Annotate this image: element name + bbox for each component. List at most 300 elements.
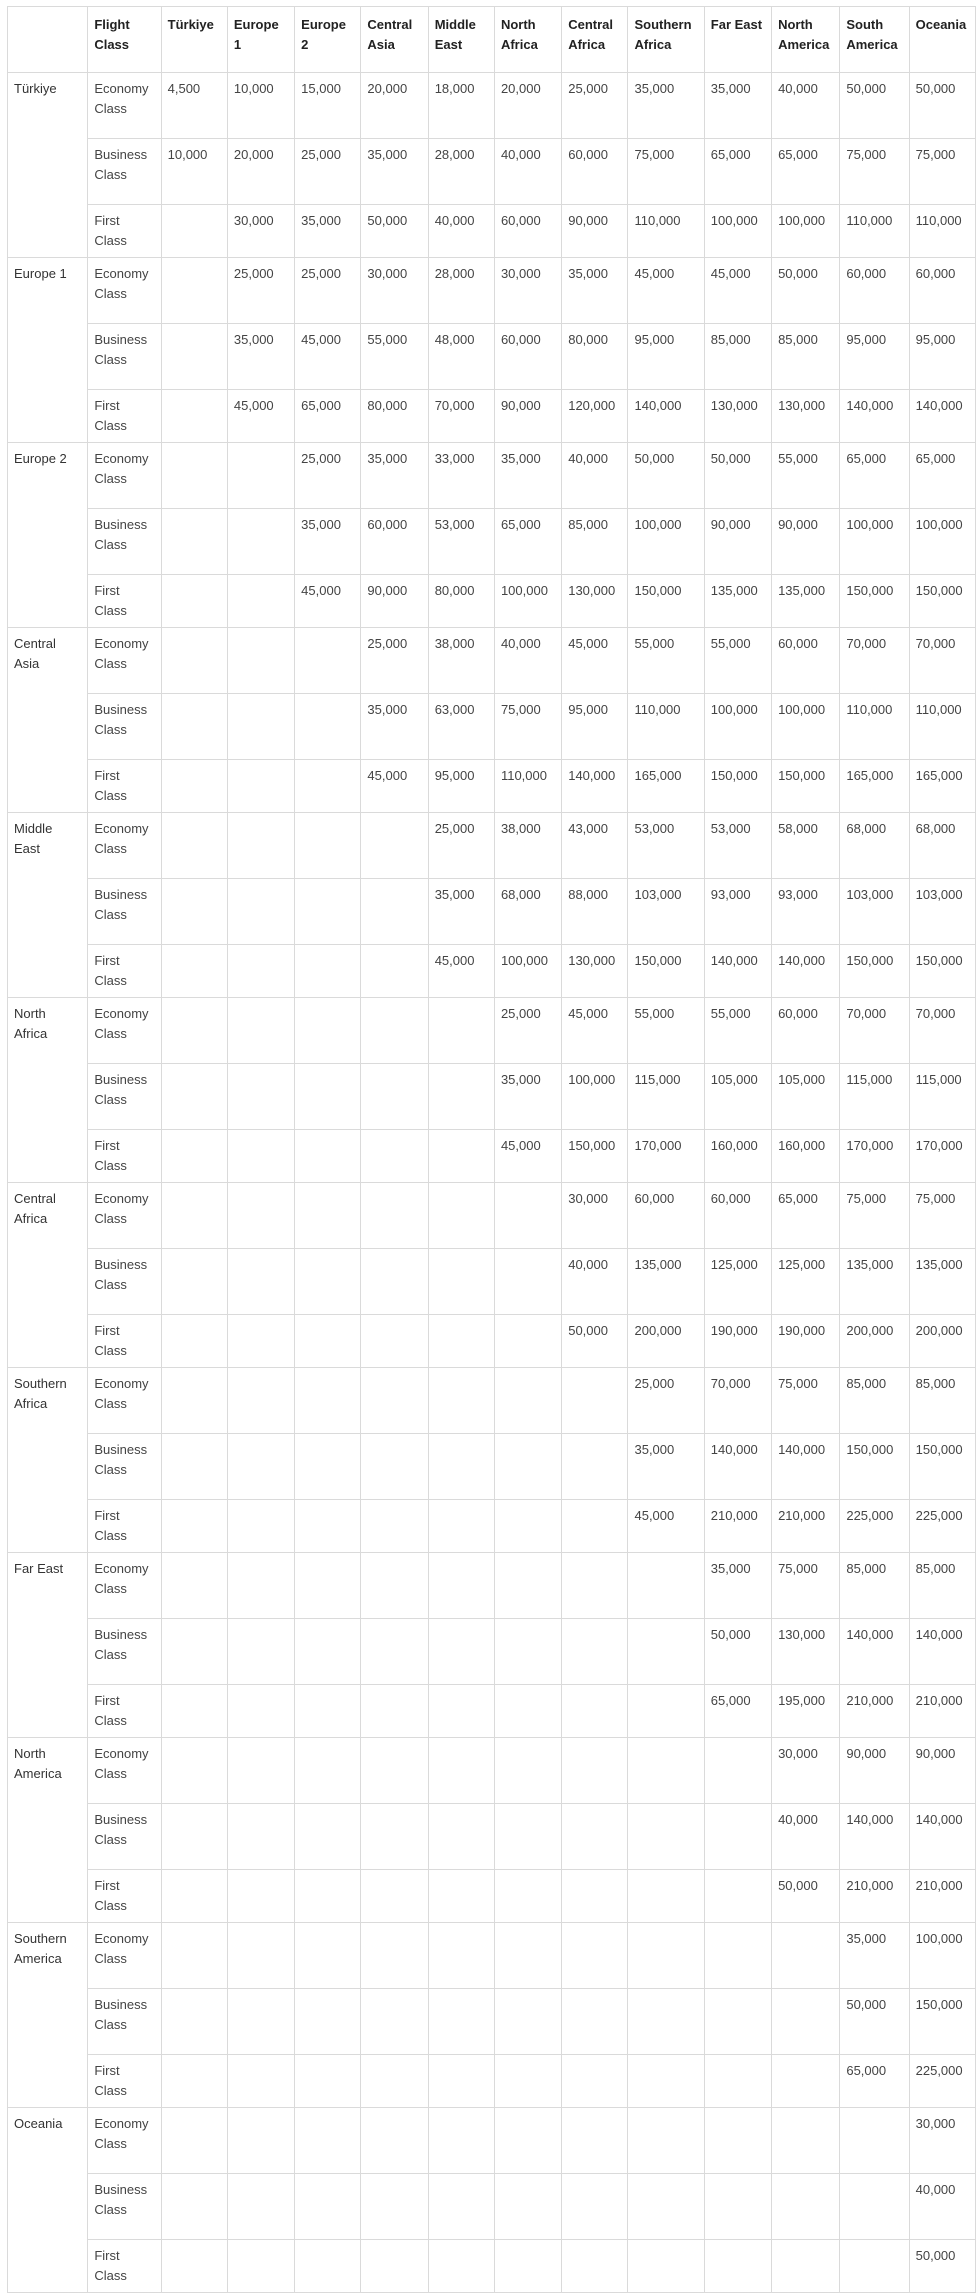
miles-value-cell: 45,000 [562, 628, 628, 694]
miles-value-cell: 85,000 [909, 1553, 975, 1619]
miles-value-cell: 50,000 [704, 443, 771, 509]
flight-class-cell: First Class [88, 1870, 161, 1923]
miles-value-cell: 75,000 [840, 1183, 909, 1249]
miles-value-cell [562, 1989, 628, 2055]
table-row [8, 2055, 976, 2108]
flight-class-cell: Economy Class [88, 1553, 161, 1619]
miles-value-cell: 38,000 [428, 628, 494, 694]
miles-value-cell [227, 2174, 294, 2240]
miles-value-cell: 35,000 [361, 443, 428, 509]
flight-class-cell: First Class [88, 1315, 161, 1368]
miles-value-cell: 35,000 [562, 258, 628, 324]
miles-value-cell: 50,000 [909, 73, 975, 139]
miles-value-cell: 103,000 [909, 879, 975, 945]
table-row [8, 1553, 976, 1619]
miles-value-cell: 58,000 [772, 813, 840, 879]
miles-value-cell: 60,000 [772, 998, 840, 1064]
miles-value-cell [361, 1064, 428, 1130]
miles-value-cell [562, 1870, 628, 1923]
miles-value-cell [628, 1738, 704, 1804]
miles-value-cell: 70,000 [909, 998, 975, 1064]
origin-region-cell: Central Asia [8, 628, 88, 813]
miles-value-cell: 35,000 [295, 205, 361, 258]
miles-value-cell: 88,000 [562, 879, 628, 945]
miles-value-cell [494, 1434, 561, 1500]
miles-value-cell [428, 1804, 494, 1870]
miles-value-cell: 75,000 [494, 694, 561, 760]
miles-value-cell: 210,000 [840, 1685, 909, 1738]
flight-class-cell: Business Class [88, 324, 161, 390]
miles-value-cell: 20,000 [227, 139, 294, 205]
miles-value-cell: 68,000 [909, 813, 975, 879]
miles-value-cell: 53,000 [704, 813, 771, 879]
miles-value-cell: 60,000 [361, 509, 428, 575]
miles-value-cell: 110,000 [628, 694, 704, 760]
miles-value-cell [628, 1989, 704, 2055]
miles-value-cell: 30,000 [494, 258, 561, 324]
miles-value-cell: 40,000 [772, 1804, 840, 1870]
flight-class-cell: Economy Class [88, 443, 161, 509]
miles-value-cell [628, 2174, 704, 2240]
miles-value-cell [295, 1619, 361, 1685]
miles-value-cell [628, 2240, 704, 2293]
miles-value-cell [428, 1434, 494, 1500]
miles-value-cell [295, 628, 361, 694]
table-row [8, 945, 976, 998]
miles-value-cell [494, 1738, 561, 1804]
miles-value-cell [227, 1923, 294, 1989]
miles-value-cell [428, 1738, 494, 1804]
miles-value-cell: 95,000 [628, 324, 704, 390]
miles-value-cell [428, 1923, 494, 1989]
miles-value-cell: 225,000 [909, 1500, 975, 1553]
miles-value-cell: 225,000 [840, 1500, 909, 1553]
miles-value-cell [227, 1315, 294, 1368]
miles-value-cell: 60,000 [840, 258, 909, 324]
miles-value-cell [227, 1989, 294, 2055]
miles-value-cell [161, 760, 227, 813]
miles-value-cell: 100,000 [704, 205, 771, 258]
miles-value-cell [295, 1553, 361, 1619]
miles-value-cell: 140,000 [840, 1619, 909, 1685]
miles-value-cell [161, 1434, 227, 1500]
table-row [8, 813, 976, 879]
origin-region-cell: North Africa [8, 998, 88, 1183]
miles-value-cell [428, 2174, 494, 2240]
table-row [8, 1249, 976, 1315]
miles-value-cell: 195,000 [772, 1685, 840, 1738]
miles-value-cell [704, 1738, 771, 1804]
miles-value-cell [361, 1619, 428, 1685]
miles-value-cell [428, 1989, 494, 2055]
miles-value-cell [295, 1685, 361, 1738]
flight-class-cell: Business Class [88, 1064, 161, 1130]
miles-value-cell [428, 1870, 494, 1923]
table-row [8, 998, 976, 1064]
miles-value-cell: 100,000 [772, 205, 840, 258]
miles-value-cell: 35,000 [494, 1064, 561, 1130]
table-row [8, 1130, 976, 1183]
miles-value-cell [361, 2108, 428, 2174]
miles-value-cell: 45,000 [628, 258, 704, 324]
miles-value-cell: 135,000 [772, 575, 840, 628]
miles-value-cell: 90,000 [772, 509, 840, 575]
miles-value-cell: 30,000 [772, 1738, 840, 1804]
flight-class-cell: Business Class [88, 1249, 161, 1315]
column-header: Middle East [428, 7, 494, 73]
flight-class-cell: Economy Class [88, 1738, 161, 1804]
miles-value-cell [628, 2108, 704, 2174]
miles-value-cell [361, 1738, 428, 1804]
miles-value-cell [628, 1870, 704, 1923]
miles-value-cell [227, 1685, 294, 1738]
miles-value-cell: 75,000 [772, 1368, 840, 1434]
miles-value-cell: 93,000 [772, 879, 840, 945]
miles-value-cell: 140,000 [909, 1804, 975, 1870]
miles-value-cell [161, 879, 227, 945]
miles-value-cell [161, 1368, 227, 1434]
miles-value-cell [361, 879, 428, 945]
miles-value-cell: 25,000 [428, 813, 494, 879]
miles-value-cell: 190,000 [704, 1315, 771, 1368]
miles-value-cell [562, 1434, 628, 1500]
miles-value-cell [227, 813, 294, 879]
miles-value-cell: 105,000 [704, 1064, 771, 1130]
miles-value-cell [628, 1553, 704, 1619]
miles-value-cell: 103,000 [628, 879, 704, 945]
miles-value-cell: 18,000 [428, 73, 494, 139]
miles-value-cell [361, 1685, 428, 1738]
miles-value-cell [227, 575, 294, 628]
flight-class-cell: First Class [88, 2240, 161, 2293]
miles-value-cell [428, 1685, 494, 1738]
miles-value-cell: 100,000 [704, 694, 771, 760]
miles-value-cell [840, 2240, 909, 2293]
column-header: Southern Africa [628, 7, 704, 73]
miles-value-cell [161, 1738, 227, 1804]
miles-value-cell [161, 1619, 227, 1685]
miles-value-cell [494, 2240, 561, 2293]
miles-value-cell [161, 2108, 227, 2174]
origin-region-cell: Oceania [8, 2108, 88, 2293]
flight-class-cell: First Class [88, 205, 161, 258]
miles-value-cell [772, 1989, 840, 2055]
miles-value-cell: 35,000 [227, 324, 294, 390]
origin-region-cell: Southern Africa [8, 1368, 88, 1553]
table-row [8, 443, 976, 509]
miles-value-cell [562, 1923, 628, 1989]
miles-value-cell: 75,000 [909, 139, 975, 205]
miles-value-cell: 40,000 [909, 2174, 975, 2240]
miles-value-cell: 90,000 [562, 205, 628, 258]
flight-class-cell: Economy Class [88, 1183, 161, 1249]
miles-value-cell [494, 1989, 561, 2055]
miles-value-cell [704, 1989, 771, 2055]
miles-value-cell: 50,000 [840, 1989, 909, 2055]
miles-value-cell: 110,000 [909, 694, 975, 760]
table-row [8, 509, 976, 575]
miles-value-cell: 60,000 [562, 139, 628, 205]
table-row [8, 1434, 976, 1500]
table-row [8, 694, 976, 760]
miles-value-cell [161, 694, 227, 760]
flight-class-cell: First Class [88, 945, 161, 998]
miles-value-cell [227, 879, 294, 945]
miles-value-cell [161, 205, 227, 258]
miles-value-cell: 70,000 [428, 390, 494, 443]
miles-value-cell: 50,000 [628, 443, 704, 509]
miles-value-cell [295, 879, 361, 945]
miles-value-cell: 75,000 [909, 1183, 975, 1249]
miles-value-cell [494, 1315, 561, 1368]
miles-value-cell: 150,000 [628, 945, 704, 998]
miles-value-cell [161, 2174, 227, 2240]
miles-value-cell [295, 1738, 361, 1804]
miles-value-cell [361, 1553, 428, 1619]
miles-value-cell [494, 2174, 561, 2240]
miles-value-cell: 20,000 [494, 73, 561, 139]
miles-value-cell: 160,000 [704, 1130, 771, 1183]
miles-value-cell: 170,000 [909, 1130, 975, 1183]
miles-value-cell: 75,000 [840, 139, 909, 205]
miles-value-cell [428, 1183, 494, 1249]
miles-value-cell: 170,000 [840, 1130, 909, 1183]
miles-value-cell: 210,000 [840, 1870, 909, 1923]
miles-value-cell: 4,500 [161, 73, 227, 139]
flight-class-cell: Economy Class [88, 258, 161, 324]
miles-value-cell [227, 2055, 294, 2108]
miles-value-cell: 130,000 [772, 390, 840, 443]
miles-value-cell [704, 1804, 771, 1870]
miles-value-cell: 90,000 [909, 1738, 975, 1804]
miles-value-cell: 140,000 [628, 390, 704, 443]
miles-value-cell: 65,000 [704, 1685, 771, 1738]
miles-value-cell [295, 694, 361, 760]
miles-value-cell: 65,000 [909, 443, 975, 509]
miles-value-cell: 65,000 [840, 2055, 909, 2108]
miles-value-cell: 68,000 [840, 813, 909, 879]
miles-value-cell [494, 1249, 561, 1315]
miles-value-cell: 28,000 [428, 139, 494, 205]
table-row [8, 1064, 976, 1130]
flight-class-cell: Economy Class [88, 1923, 161, 1989]
miles-value-cell: 100,000 [494, 945, 561, 998]
origin-region-cell: Central Africa [8, 1183, 88, 1368]
miles-value-cell: 25,000 [295, 139, 361, 205]
miles-value-cell: 40,000 [772, 73, 840, 139]
miles-value-cell: 25,000 [494, 998, 561, 1064]
miles-value-cell [295, 1249, 361, 1315]
miles-value-cell [295, 1064, 361, 1130]
flight-class-cell: Economy Class [88, 813, 161, 879]
miles-value-cell [361, 2174, 428, 2240]
miles-value-cell [494, 1553, 561, 1619]
miles-value-cell [428, 2108, 494, 2174]
miles-value-cell: 75,000 [772, 1553, 840, 1619]
miles-value-cell [361, 945, 428, 998]
table-row [8, 1738, 976, 1804]
miles-value-cell [361, 998, 428, 1064]
table-row [8, 1989, 976, 2055]
miles-value-cell [227, 1619, 294, 1685]
miles-value-cell: 35,000 [704, 1553, 771, 1619]
miles-value-cell [161, 1183, 227, 1249]
table-row [8, 1619, 976, 1685]
miles-value-cell: 55,000 [361, 324, 428, 390]
miles-value-cell: 85,000 [704, 324, 771, 390]
miles-value-cell: 45,000 [361, 760, 428, 813]
miles-value-cell: 25,000 [361, 628, 428, 694]
miles-value-cell: 45,000 [704, 258, 771, 324]
miles-value-cell: 210,000 [909, 1685, 975, 1738]
miles-value-cell [295, 760, 361, 813]
flight-class-cell: Economy Class [88, 628, 161, 694]
miles-value-cell [227, 1368, 294, 1434]
miles-value-cell: 65,000 [295, 390, 361, 443]
flight-class-cell: First Class [88, 1685, 161, 1738]
miles-value-cell [361, 1183, 428, 1249]
miles-value-cell: 35,000 [840, 1923, 909, 1989]
miles-value-cell [295, 1130, 361, 1183]
miles-value-cell [628, 1923, 704, 1989]
miles-value-cell: 60,000 [704, 1183, 771, 1249]
miles-value-cell [428, 1368, 494, 1434]
origin-region-cell: Europe 2 [8, 443, 88, 628]
table-body [8, 73, 976, 2293]
miles-value-cell [227, 760, 294, 813]
miles-value-cell: 40,000 [494, 628, 561, 694]
flight-class-cell: Economy Class [88, 1368, 161, 1434]
miles-value-cell: 35,000 [361, 139, 428, 205]
column-header: Flight Class [88, 7, 161, 73]
flight-class-cell: First Class [88, 2055, 161, 2108]
miles-value-cell [428, 998, 494, 1064]
miles-value-cell: 35,000 [628, 1434, 704, 1500]
miles-value-cell [227, 1553, 294, 1619]
miles-value-cell [704, 1923, 771, 1989]
header-corner-cell [8, 7, 88, 73]
miles-value-cell: 150,000 [909, 1434, 975, 1500]
table-row [8, 1870, 976, 1923]
miles-value-cell [361, 1923, 428, 1989]
miles-value-cell [161, 628, 227, 694]
table-row [8, 2174, 976, 2240]
miles-value-cell: 70,000 [909, 628, 975, 694]
table-row [8, 1500, 976, 1553]
miles-value-cell: 200,000 [909, 1315, 975, 1368]
column-header: Far East [704, 7, 771, 73]
miles-value-cell [295, 1870, 361, 1923]
miles-value-cell [227, 694, 294, 760]
table-row [8, 2240, 976, 2293]
miles-value-cell [428, 1500, 494, 1553]
miles-value-cell: 30,000 [909, 2108, 975, 2174]
miles-value-cell: 110,000 [909, 205, 975, 258]
miles-value-cell: 65,000 [772, 139, 840, 205]
miles-value-cell [161, 1870, 227, 1923]
miles-value-cell [161, 1685, 227, 1738]
miles-value-cell [161, 1315, 227, 1368]
miles-value-cell: 140,000 [909, 1619, 975, 1685]
miles-value-cell: 90,000 [704, 509, 771, 575]
miles-value-cell [295, 2108, 361, 2174]
origin-region-cell: Europe 1 [8, 258, 88, 443]
miles-value-cell: 110,000 [840, 205, 909, 258]
miles-value-cell [772, 2108, 840, 2174]
origin-region-cell: North America [8, 1738, 88, 1923]
miles-value-cell: 65,000 [704, 139, 771, 205]
miles-value-cell: 120,000 [562, 390, 628, 443]
award-miles-table [7, 6, 976, 2293]
miles-value-cell [161, 1064, 227, 1130]
miles-value-cell: 135,000 [840, 1249, 909, 1315]
miles-value-cell [161, 1249, 227, 1315]
miles-value-cell: 45,000 [494, 1130, 561, 1183]
miles-value-cell: 63,000 [428, 694, 494, 760]
miles-value-cell: 80,000 [428, 575, 494, 628]
miles-value-cell [772, 2055, 840, 2108]
miles-value-cell: 100,000 [772, 694, 840, 760]
miles-value-cell [562, 1553, 628, 1619]
flight-class-cell: Economy Class [88, 2108, 161, 2174]
miles-value-cell [628, 2055, 704, 2108]
miles-value-cell: 10,000 [227, 73, 294, 139]
miles-value-cell: 30,000 [361, 258, 428, 324]
miles-value-cell: 85,000 [562, 509, 628, 575]
miles-value-cell: 55,000 [628, 628, 704, 694]
miles-value-cell [494, 1923, 561, 1989]
flight-class-cell: First Class [88, 575, 161, 628]
miles-value-cell [628, 1804, 704, 1870]
miles-value-cell [227, 2240, 294, 2293]
miles-value-cell: 30,000 [227, 205, 294, 258]
flight-class-cell: Economy Class [88, 73, 161, 139]
miles-value-cell [428, 1315, 494, 1368]
miles-value-cell: 45,000 [562, 998, 628, 1064]
miles-value-cell: 35,000 [361, 694, 428, 760]
table-row [8, 258, 976, 324]
miles-value-cell [295, 1434, 361, 1500]
miles-value-cell [295, 2174, 361, 2240]
miles-value-cell [562, 2108, 628, 2174]
miles-value-cell [295, 1500, 361, 1553]
miles-value-cell: 150,000 [909, 945, 975, 998]
miles-value-cell [562, 1738, 628, 1804]
miles-value-cell [295, 998, 361, 1064]
miles-value-cell [227, 628, 294, 694]
miles-value-cell [161, 813, 227, 879]
table-row [8, 879, 976, 945]
miles-value-cell: 45,000 [628, 1500, 704, 1553]
miles-value-cell [161, 324, 227, 390]
miles-value-cell: 165,000 [840, 760, 909, 813]
table-row [8, 575, 976, 628]
origin-region-cell: Türkiye [8, 73, 88, 258]
miles-value-cell: 25,000 [295, 443, 361, 509]
table-row [8, 1315, 976, 1368]
flight-class-cell: First Class [88, 390, 161, 443]
miles-value-cell [295, 945, 361, 998]
miles-value-cell: 43,000 [562, 813, 628, 879]
miles-value-cell [227, 1804, 294, 1870]
miles-value-cell [227, 1870, 294, 1923]
miles-value-cell: 45,000 [227, 390, 294, 443]
miles-value-cell: 40,000 [494, 139, 561, 205]
miles-value-cell [562, 1619, 628, 1685]
miles-value-cell: 135,000 [628, 1249, 704, 1315]
miles-value-cell: 55,000 [772, 443, 840, 509]
miles-value-cell [161, 390, 227, 443]
